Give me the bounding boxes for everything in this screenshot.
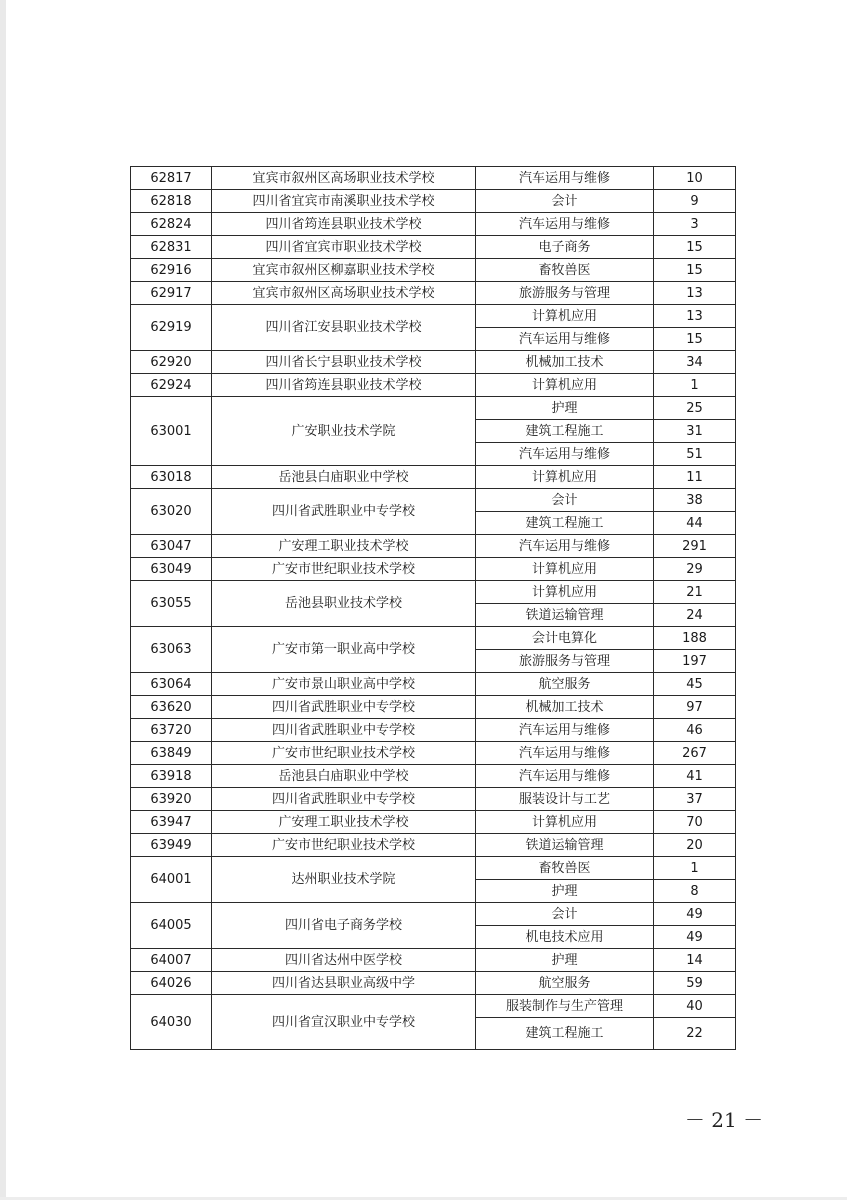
- enrollment-count-cell: 15: [654, 236, 736, 259]
- school-code-cell: 63949: [131, 834, 212, 857]
- enrollment-count-cell: 9: [654, 190, 736, 213]
- major-name-cell: 汽车运用与维修: [476, 213, 654, 236]
- school-code-cell: 63018: [131, 466, 212, 489]
- enrollment-count-cell: 44: [654, 512, 736, 535]
- school-code-cell: 62924: [131, 374, 212, 397]
- enrollment-count-cell: 197: [654, 650, 736, 673]
- major-name-cell: 计算机应用: [476, 374, 654, 397]
- enrollment-count-cell: 49: [654, 903, 736, 926]
- table-row: [131, 995, 736, 1018]
- enrollment-count-cell: 25: [654, 397, 736, 420]
- school-code-cell: 63047: [131, 535, 212, 558]
- school-code-cell: 63063: [131, 627, 212, 673]
- school-name-cell: 四川省武胜职业中专学校: [212, 489, 476, 535]
- school-code-cell: 62916: [131, 259, 212, 282]
- enrollment-count-cell: 34: [654, 351, 736, 374]
- enrollment-count-cell: 51: [654, 443, 736, 466]
- enrollment-count-cell: 24: [654, 604, 736, 627]
- major-name-cell: 航空服务: [476, 673, 654, 696]
- table-row: [131, 190, 736, 213]
- table-row: [131, 742, 736, 765]
- enrollment-count-cell: 267: [654, 742, 736, 765]
- table-row: [131, 857, 736, 880]
- school-name-cell: 达州职业技术学院: [212, 857, 476, 903]
- school-code-cell: 63620: [131, 696, 212, 719]
- school-name-cell: 广安理工职业技术学校: [212, 811, 476, 834]
- table-row: [131, 259, 736, 282]
- major-name-cell: 航空服务: [476, 972, 654, 995]
- school-name-cell: 岳池县白庙职业中学校: [212, 466, 476, 489]
- enrollment-count-cell: 14: [654, 949, 736, 972]
- enrollment-count-cell: 37: [654, 788, 736, 811]
- school-name-cell: 四川省武胜职业中专学校: [212, 719, 476, 742]
- table-row: [131, 397, 736, 420]
- enrollment-count-cell: 20: [654, 834, 736, 857]
- enrollment-count-cell: 29: [654, 558, 736, 581]
- school-code-cell: 63918: [131, 765, 212, 788]
- major-name-cell: 汽车运用与维修: [476, 443, 654, 466]
- major-name-cell: 会计: [476, 190, 654, 213]
- enrollment-count-cell: 15: [654, 259, 736, 282]
- major-name-cell: 计算机应用: [476, 466, 654, 489]
- school-code-cell: 62919: [131, 305, 212, 351]
- enrollment-count-cell: 13: [654, 305, 736, 328]
- table-row: [131, 949, 736, 972]
- major-name-cell: 会计: [476, 903, 654, 926]
- school-code-cell: 63049: [131, 558, 212, 581]
- school-name-cell: 四川省筠连县职业技术学校: [212, 374, 476, 397]
- school-code-cell: 64007: [131, 949, 212, 972]
- enrollment-count-cell: 291: [654, 535, 736, 558]
- school-code-cell: 63001: [131, 397, 212, 466]
- enrollment-count-cell: 70: [654, 811, 736, 834]
- school-code-cell: 64001: [131, 857, 212, 903]
- enrollment-count-cell: 15: [654, 328, 736, 351]
- major-name-cell: 铁道运输管理: [476, 604, 654, 627]
- major-name-cell: 机械加工技术: [476, 696, 654, 719]
- table-row: [131, 673, 736, 696]
- school-name-cell: 广安理工职业技术学校: [212, 535, 476, 558]
- table-row: [131, 489, 736, 512]
- major-name-cell: 护理: [476, 949, 654, 972]
- major-name-cell: 护理: [476, 880, 654, 903]
- school-name-cell: 四川省宜宾市南溪职业技术学校: [212, 190, 476, 213]
- major-name-cell: 建筑工程施工: [476, 1018, 654, 1050]
- table-row: [131, 535, 736, 558]
- school-name-cell: 四川省长宁县职业技术学校: [212, 351, 476, 374]
- school-name-cell: 四川省电子商务学校: [212, 903, 476, 949]
- enrollment-count-cell: 40: [654, 995, 736, 1018]
- table-row: [131, 765, 736, 788]
- major-name-cell: 旅游服务与管理: [476, 282, 654, 305]
- school-code-cell: 62818: [131, 190, 212, 213]
- table-row: [131, 696, 736, 719]
- school-name-cell: 四川省武胜职业中专学校: [212, 696, 476, 719]
- school-code-cell: 63020: [131, 489, 212, 535]
- page-edge-shadow: [0, 0, 6, 1200]
- school-code-cell: 64026: [131, 972, 212, 995]
- table-row: [131, 558, 736, 581]
- enrollment-table-body: [131, 167, 736, 1050]
- enrollment-count-cell: 188: [654, 627, 736, 650]
- enrollment-count-cell: 1: [654, 857, 736, 880]
- major-name-cell: 汽车运用与维修: [476, 742, 654, 765]
- school-code-cell: 63920: [131, 788, 212, 811]
- major-name-cell: 汽车运用与维修: [476, 535, 654, 558]
- table-row: [131, 213, 736, 236]
- enrollment-count-cell: 10: [654, 167, 736, 190]
- table-row: [131, 466, 736, 489]
- major-name-cell: 畜牧兽医: [476, 857, 654, 880]
- major-name-cell: 机械加工技术: [476, 351, 654, 374]
- school-name-cell: 广安职业技术学院: [212, 397, 476, 466]
- school-name-cell: 四川省达州中医学校: [212, 949, 476, 972]
- page-number: － 21 －: [684, 1108, 764, 1132]
- school-name-cell: 广安市景山职业高中学校: [212, 673, 476, 696]
- school-name-cell: 广安市第一职业高中学校: [212, 627, 476, 673]
- major-name-cell: 旅游服务与管理: [476, 650, 654, 673]
- school-name-cell: 宜宾市叙州区柳嘉职业技术学校: [212, 259, 476, 282]
- enrollment-count-cell: 21: [654, 581, 736, 604]
- school-code-cell: 62831: [131, 236, 212, 259]
- major-name-cell: 会计电算化: [476, 627, 654, 650]
- major-name-cell: 会计: [476, 489, 654, 512]
- major-name-cell: 服装制作与生产管理: [476, 995, 654, 1018]
- major-name-cell: 建筑工程施工: [476, 420, 654, 443]
- enrollment-count-cell: 45: [654, 673, 736, 696]
- enrollment-count-cell: 8: [654, 880, 736, 903]
- enrollment-table: [130, 166, 736, 1050]
- school-name-cell: 四川省宣汉职业中专学校: [212, 995, 476, 1050]
- enrollment-count-cell: 59: [654, 972, 736, 995]
- major-name-cell: 服装设计与工艺: [476, 788, 654, 811]
- school-name-cell: 四川省达县职业高级中学: [212, 972, 476, 995]
- school-name-cell: 广安市世纪职业技术学校: [212, 834, 476, 857]
- major-name-cell: 建筑工程施工: [476, 512, 654, 535]
- school-code-cell: 63947: [131, 811, 212, 834]
- table-row: [131, 351, 736, 374]
- major-name-cell: 畜牧兽医: [476, 259, 654, 282]
- school-name-cell: 广安市世纪职业技术学校: [212, 558, 476, 581]
- major-name-cell: 汽车运用与维修: [476, 328, 654, 351]
- major-name-cell: 汽车运用与维修: [476, 765, 654, 788]
- school-code-cell: 62917: [131, 282, 212, 305]
- school-code-cell: 63064: [131, 673, 212, 696]
- school-name-cell: 四川省江安县职业技术学校: [212, 305, 476, 351]
- enrollment-count-cell: 46: [654, 719, 736, 742]
- table-row: [131, 972, 736, 995]
- school-name-cell: 广安市世纪职业技术学校: [212, 742, 476, 765]
- major-name-cell: 汽车运用与维修: [476, 167, 654, 190]
- school-name-cell: 四川省筠连县职业技术学校: [212, 213, 476, 236]
- table-row: [131, 834, 736, 857]
- table-row: [131, 788, 736, 811]
- enrollment-count-cell: 22: [654, 1018, 736, 1050]
- enrollment-count-cell: 31: [654, 420, 736, 443]
- table-row: [131, 374, 736, 397]
- enrollment-count-cell: 97: [654, 696, 736, 719]
- school-code-cell: 63720: [131, 719, 212, 742]
- major-name-cell: 护理: [476, 397, 654, 420]
- major-name-cell: 计算机应用: [476, 581, 654, 604]
- school-code-cell: 64030: [131, 995, 212, 1050]
- school-name-cell: 岳池县职业技术学校: [212, 581, 476, 627]
- table-row: [131, 167, 736, 190]
- enrollment-count-cell: 13: [654, 282, 736, 305]
- school-code-cell: 62920: [131, 351, 212, 374]
- major-name-cell: 电子商务: [476, 236, 654, 259]
- enrollment-count-cell: 1: [654, 374, 736, 397]
- table-row: [131, 627, 736, 650]
- school-name-cell: 岳池县白庙职业中学校: [212, 765, 476, 788]
- major-name-cell: 计算机应用: [476, 305, 654, 328]
- table-row: [131, 282, 736, 305]
- table-row: [131, 903, 736, 926]
- major-name-cell: 汽车运用与维修: [476, 719, 654, 742]
- school-name-cell: 宜宾市叙州区高场职业技术学校: [212, 167, 476, 190]
- enrollment-count-cell: 49: [654, 926, 736, 949]
- school-code-cell: 62824: [131, 213, 212, 236]
- enrollment-count-cell: 11: [654, 466, 736, 489]
- school-name-cell: 四川省宜宾市职业技术学校: [212, 236, 476, 259]
- major-name-cell: 铁道运输管理: [476, 834, 654, 857]
- table-row: [131, 581, 736, 604]
- school-name-cell: 宜宾市叙州区高场职业技术学校: [212, 282, 476, 305]
- table-row: [131, 811, 736, 834]
- table-row: [131, 305, 736, 328]
- major-name-cell: 计算机应用: [476, 558, 654, 581]
- school-code-cell: 63055: [131, 581, 212, 627]
- enrollment-count-cell: 3: [654, 213, 736, 236]
- table-row: [131, 236, 736, 259]
- enrollment-count-cell: 41: [654, 765, 736, 788]
- table-row: [131, 719, 736, 742]
- school-code-cell: 64005: [131, 903, 212, 949]
- school-name-cell: 四川省武胜职业中专学校: [212, 788, 476, 811]
- enrollment-count-cell: 38: [654, 489, 736, 512]
- major-name-cell: 机电技术应用: [476, 926, 654, 949]
- school-code-cell: 63849: [131, 742, 212, 765]
- major-name-cell: 计算机应用: [476, 811, 654, 834]
- school-code-cell: 62817: [131, 167, 212, 190]
